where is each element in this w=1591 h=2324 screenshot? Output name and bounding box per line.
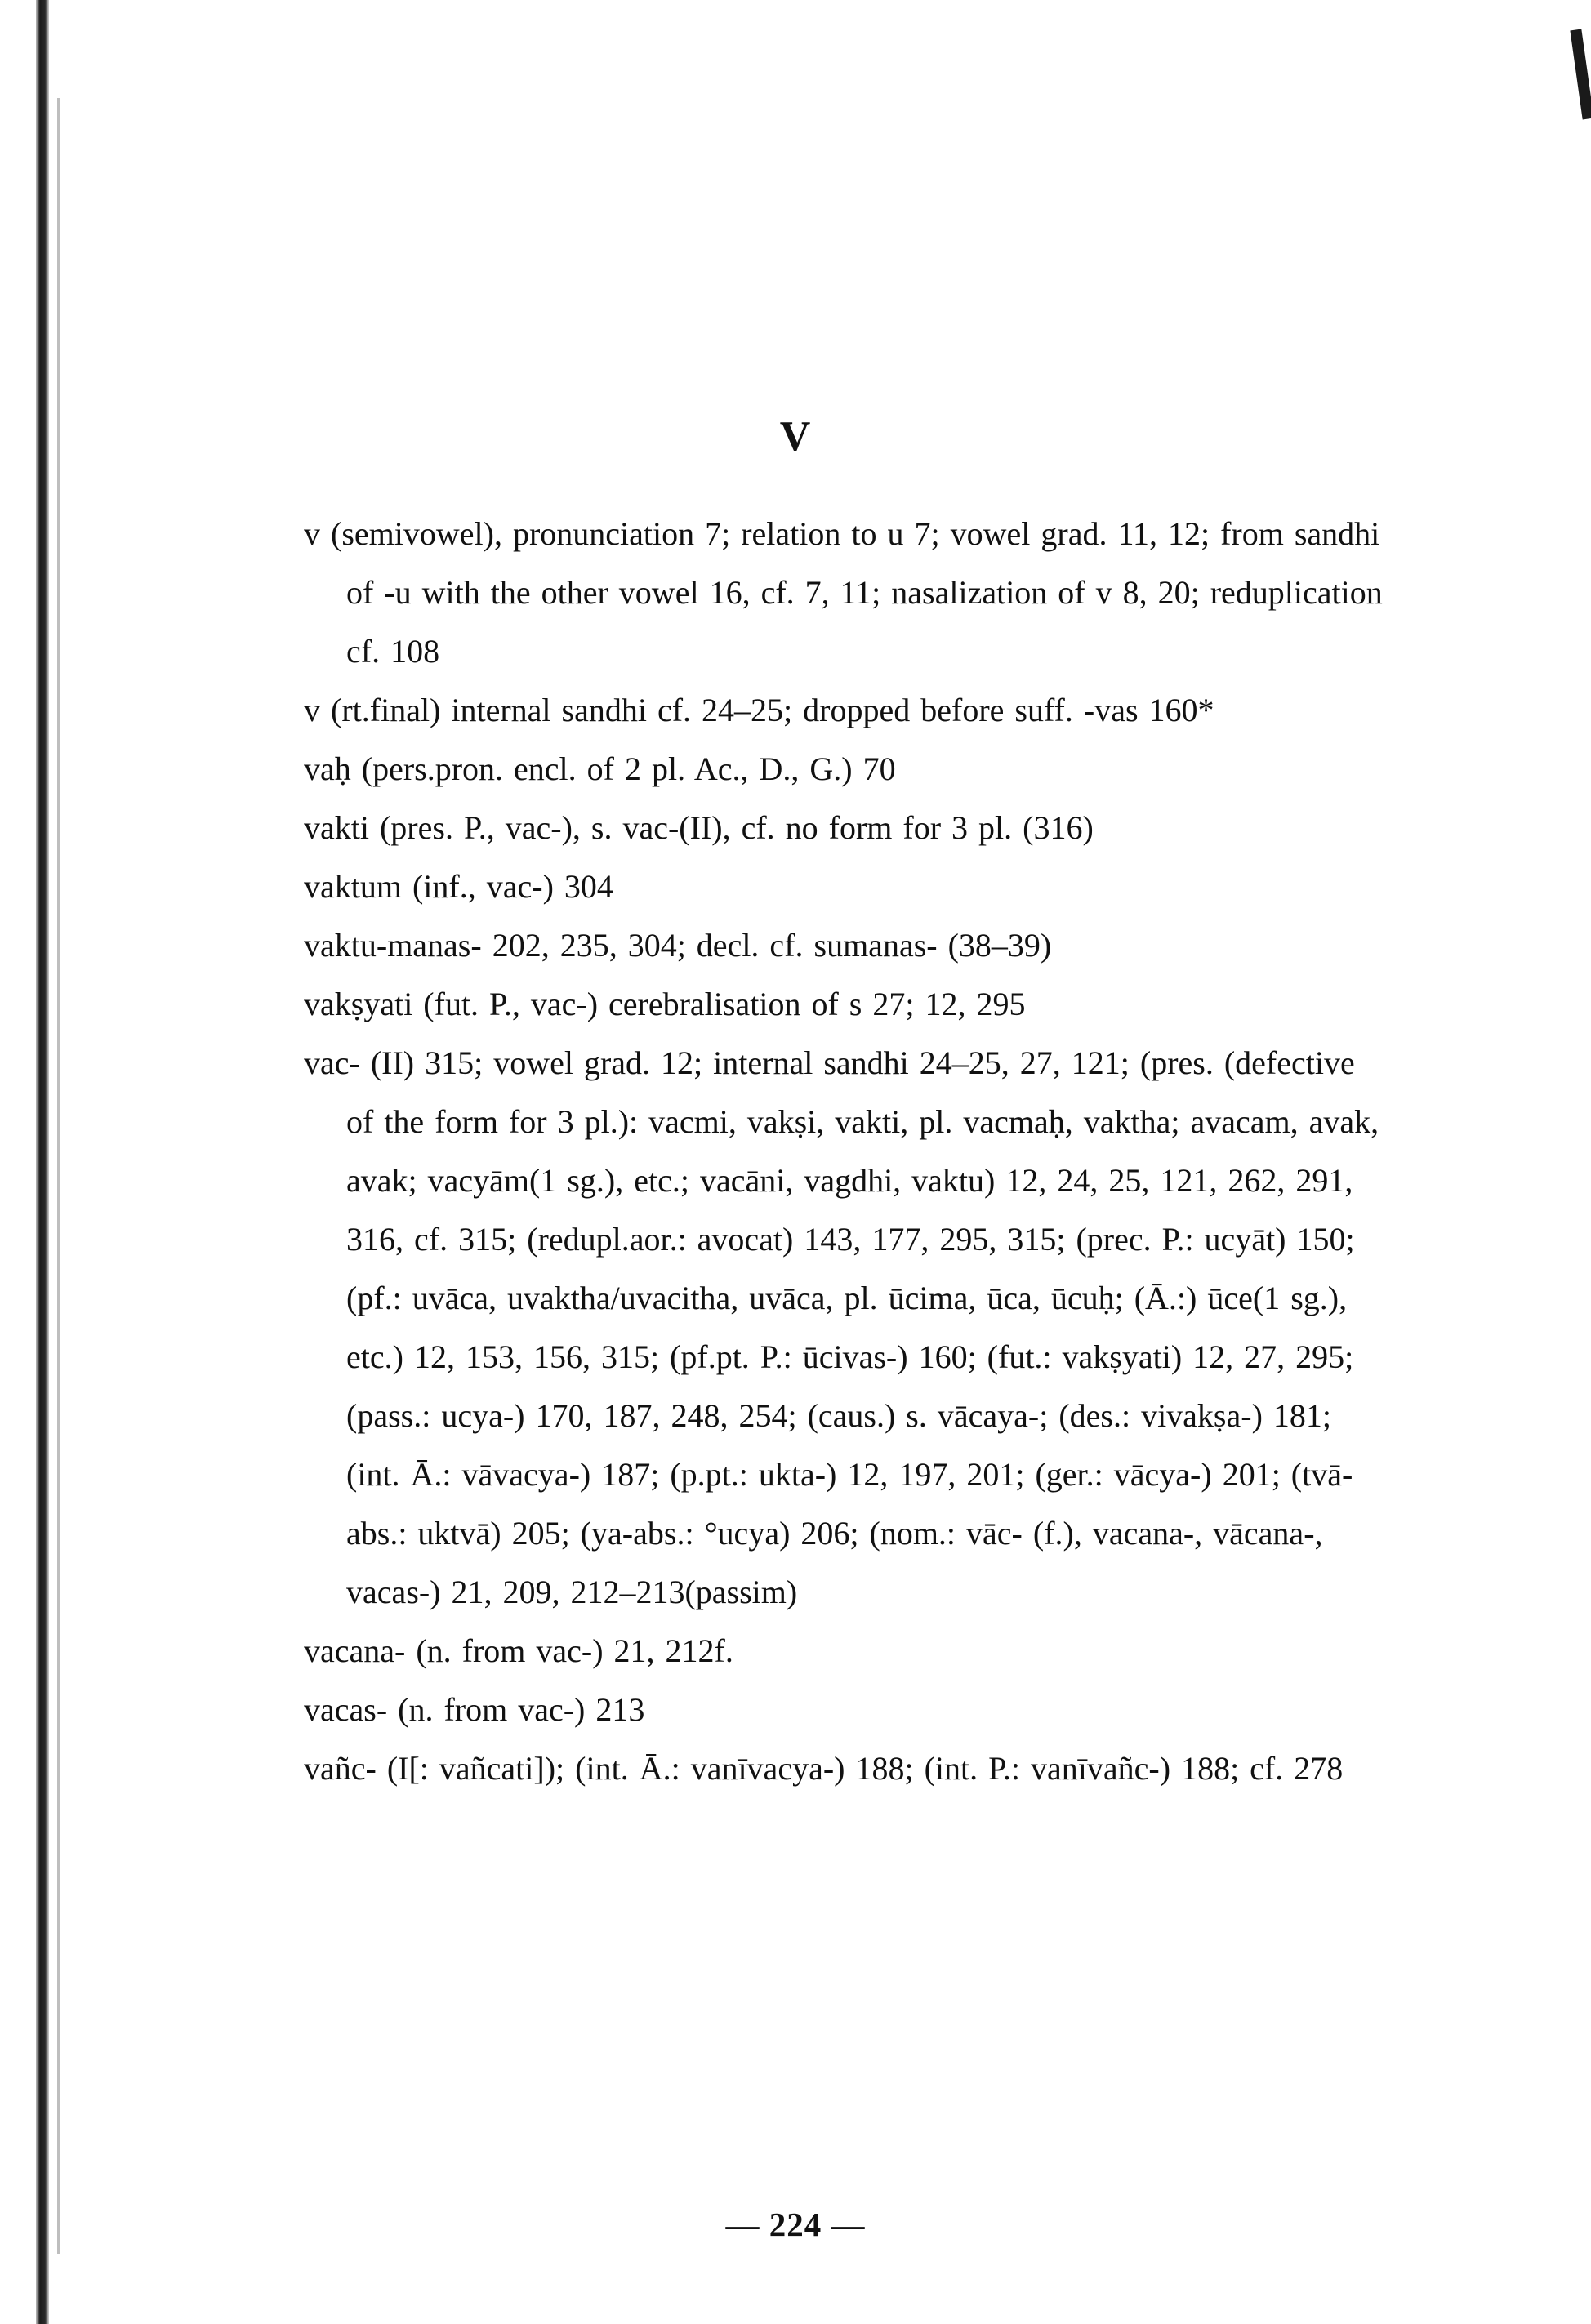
index-entry: vaktum (inf., vac-) 304 (304, 868, 613, 905)
index-entry: vacas- (n. from vac-) 213 (304, 1691, 645, 1728)
index-entries (304, 505, 1390, 1798)
page-number: — 224 — (725, 2206, 866, 2243)
index-entry: v (semivowel), pronunciation 7; relation to u 7; vowel grad. 11, 12; from sandhi of -u with the other vowel 16, cf. 7, 11; nasalization of v 8, 20; reduplication cf. 108 (304, 515, 1383, 670)
section-heading: V (779, 413, 812, 460)
index-entry: vakti (pres. P., vac-), s. vac-(II), cf. no form for 3 pl. (316) (304, 809, 1094, 846)
index-entry: vaḥ (pers.pron. encl. of 2 pl. Ac., D., G.) 70 (304, 750, 896, 787)
index-entry: vakṣyati (fut. P., vac-) cerebralisation of s 27; 12, 295 (304, 986, 1026, 1022)
index-entry: vañc- (I[: vañcati]); (int. Ā.: vanīvacya-) 188; (int. P.: vanīvañc-) 188; cf. 278 (304, 1750, 1344, 1787)
scan-binding-edge (36, 0, 49, 2324)
index-entry: vac- (II) 315; vowel grad. 12; internal sandhi 24–25, 27, 121; (pres. (defective of the form for 3 pl.): vacmi, vakṣi, vakti, pl. vacmaḥ, vaktha; avacam, avak, avak; vacyām(1 sg.), etc.; vacāni, vagdhi, vaktu) 12, 24, 25, 121, 262, 291, 316, cf. 315; (redupl.aor.: avocat) 143, 177, 295, 315; (prec. P.: ucyāt) 150; (pf.: uvāca, uvaktha/uvacitha, uvāca, pl. ūcima, ūca, ūcuḥ; (Ā.:) ūce(1 sg.), etc.) 12, 153, 156, 315; (pf.pt. P.: ūcivas-) 160; (fut.: vakṣyati) 12, 27, 295; (pass.: ucya-) 170, 187, 248, 254; (caus.) s. vācaya-; (des.: vivakṣa-) 181; (int. Ā.: vāvacya-) 187; (p.pt.: ukta-) 12, 197, 201; (ger.: vācya-) 201; (tvā-abs.: uktvā) 205; (ya-abs.: °ucya) 206; (nom.: vāc- (f.), vacana-, vācana-, vacas-) 21, 209, 212–213(passim) (304, 1044, 1379, 1610)
index-entry: vaktu-manas- 202, 235, 304; decl. cf. sumanas- (38–39) (304, 927, 1052, 964)
scan-corner-mark (1570, 29, 1591, 120)
index-entry: vacana- (n. from vac-) 21, 212f. (304, 1632, 733, 1669)
index-entry: v (rt.final) internal sandhi cf. 24–25; dropped before suff. -vas 160* (304, 692, 1214, 728)
